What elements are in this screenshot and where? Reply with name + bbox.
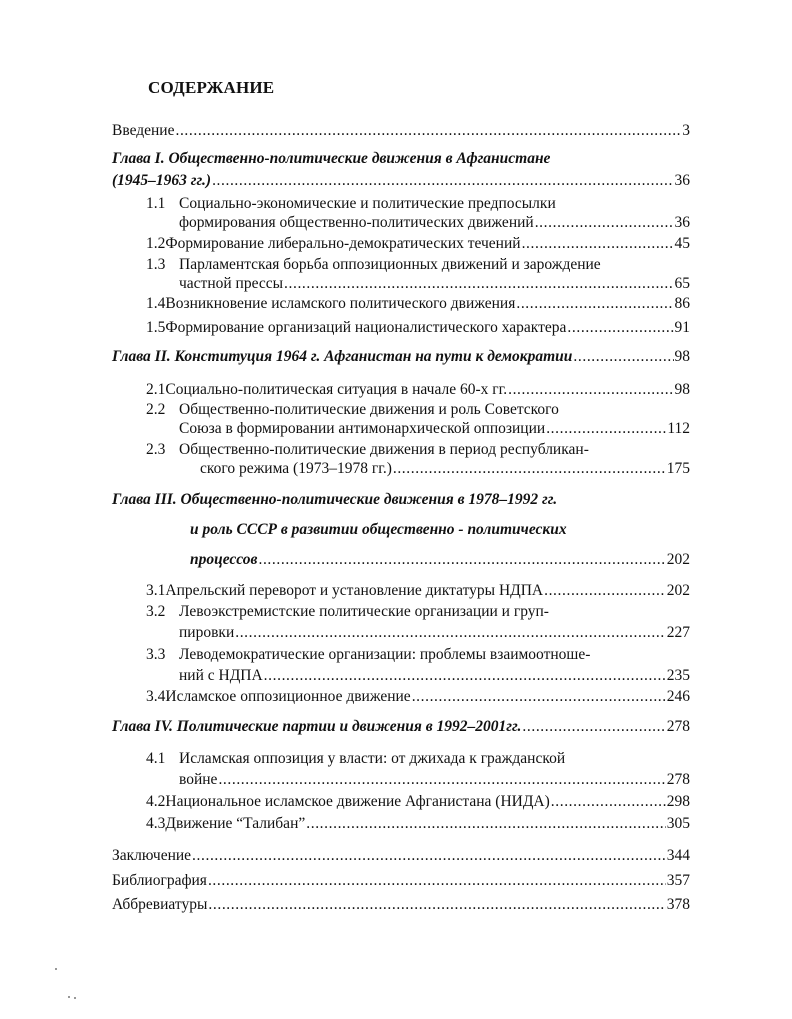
toc-page: 112 <box>667 420 690 437</box>
scan-speck <box>74 997 76 999</box>
toc-page: 278 <box>666 718 690 735</box>
toc-section-3-3 <box>146 645 590 664</box>
section-number: 4.1 <box>146 750 166 767</box>
toc-page: 344 <box>666 847 690 864</box>
leader-dots <box>192 846 666 865</box>
toc-entry-intro <box>112 121 690 140</box>
toc-page: 91 <box>674 319 690 336</box>
leader-dots <box>567 318 673 337</box>
toc-section-3-2 <box>146 602 549 621</box>
toc-section-2-3-cont <box>200 459 690 478</box>
toc-section-1-3 <box>146 255 601 274</box>
toc-page: 202 <box>666 582 690 599</box>
toc-section-1-5 <box>146 318 690 337</box>
toc-label: Исламская оппозиция у власти: от джихада к гражданской <box>179 750 566 767</box>
chapter-1-heading: Глава I. Общественно-политические движения в Афганистане <box>112 150 551 167</box>
scan-speck <box>68 996 70 998</box>
section-number: 3.2 <box>146 603 166 620</box>
section-number: 1.5 <box>146 319 166 336</box>
toc-section-4-1-cont <box>179 770 690 789</box>
leader-dots <box>208 871 666 890</box>
toc-section-1-1-cont <box>179 213 690 232</box>
toc-page: 278 <box>666 771 690 788</box>
toc-label: ний с НДПА <box>179 667 263 684</box>
toc-section-2-1 <box>146 380 690 399</box>
toc-label: Библиография <box>112 872 207 889</box>
section-number: 4.3 <box>146 815 166 832</box>
toc-label: Введение <box>112 122 175 139</box>
chapter-3-heading: Глава III. Общественно-политические движения в 1978–1992 гг. <box>112 491 558 508</box>
toc-page: 235 <box>666 667 690 684</box>
section-number: 1.2 <box>146 235 166 252</box>
leader-dots <box>284 274 673 293</box>
leader-dots <box>258 550 665 569</box>
toc-page: 36 <box>674 214 690 231</box>
section-number: 3.1 <box>146 582 166 599</box>
toc-label: процессов <box>190 551 258 568</box>
toc-page: 305 <box>666 815 690 832</box>
leader-dots <box>508 380 673 399</box>
toc-label: ского режима (1973–1978 гг.) <box>200 460 392 477</box>
toc-page: 45 <box>674 235 690 252</box>
toc-label: Возникновение исламского политического движения <box>165 295 516 312</box>
toc-label: войне <box>179 771 218 788</box>
toc-section-3-4 <box>146 687 690 706</box>
toc-entry-chapter-4 <box>112 717 690 736</box>
section-number: 4.2 <box>146 793 166 810</box>
toc-label: Парламентская борьба оппозиционных движений и зарождение <box>179 256 601 273</box>
leader-dots <box>235 623 666 642</box>
toc-page: 98 <box>674 348 690 365</box>
toc-section-3-1 <box>146 581 690 600</box>
toc-label: формирования общественно-политических движений <box>179 214 534 231</box>
toc-label: Общественно-политические движения и роль Советского <box>179 401 559 418</box>
toc-page: 98 <box>674 381 690 398</box>
leader-dots <box>306 814 666 833</box>
toc-label: Глава II. Конституция 1964 г. Афганистан на пути к демократии <box>112 348 573 365</box>
toc-section-4-2 <box>146 792 690 811</box>
section-number: 2.2 <box>146 401 166 418</box>
toc-page: 298 <box>666 793 690 810</box>
toc-page: 86 <box>674 295 690 312</box>
scan-speck <box>55 968 57 970</box>
leader-dots <box>573 347 673 366</box>
section-number: 3.3 <box>146 646 166 663</box>
toc-page: 202 <box>666 551 690 568</box>
section-number: 1.1 <box>146 195 166 212</box>
leader-dots <box>208 895 665 914</box>
leader-dots <box>264 666 666 685</box>
leader-dots <box>218 770 665 789</box>
toc-page: 227 <box>666 624 690 641</box>
leader-dots <box>544 581 666 600</box>
leader-dots <box>551 792 666 811</box>
toc-label: Заключение <box>112 847 192 864</box>
leader-dots <box>522 717 665 736</box>
toc-entry-chapter-2 <box>112 347 690 366</box>
toc-label: Глава IV. Политические партии и движения в 1992–2001гг. <box>112 718 522 735</box>
toc-section-1-3-cont <box>179 274 690 293</box>
toc-section-2-2 <box>146 400 559 419</box>
toc-label: частной прессы <box>179 275 284 292</box>
toc-page: 3 <box>682 122 690 139</box>
toc-section-1-4 <box>146 294 690 313</box>
toc-label: Апрельский переворот и установление диктатуры НДПА <box>165 582 544 599</box>
toc-label: (1945–1963 гг.) <box>112 172 212 189</box>
toc-label: пировки <box>179 624 235 641</box>
toc-page: 36 <box>674 172 690 189</box>
leader-dots <box>535 213 674 232</box>
leader-dots <box>546 419 666 438</box>
toc-entry-chapter-3 <box>190 550 690 569</box>
toc-label: Формирование либерально-демократических течений <box>165 235 521 252</box>
section-number: 1.4 <box>146 295 166 312</box>
chapter-3-heading-cont: и роль СССР в развитии общественно - политических <box>190 521 567 538</box>
toc-label: Левоэкстремистские политические организации и груп- <box>179 603 549 620</box>
toc-label: Союза в формировании антимонархической оппозиции <box>179 420 546 437</box>
leader-dots <box>175 121 681 140</box>
toc-section-4-1 <box>146 749 565 768</box>
leader-dots <box>522 234 674 253</box>
toc-page: 246 <box>666 688 690 705</box>
toc-label: Исламское оппозиционное движение <box>165 688 411 705</box>
toc-section-4-3 <box>146 814 690 833</box>
toc-entry-abbreviations <box>112 895 690 914</box>
toc-label: Общественно-политические движения в период республикан- <box>179 441 589 458</box>
toc-label: Национальное исламское движение Афганистана (НИДА) <box>165 793 550 810</box>
toc-label: Движение “Талибан” <box>165 815 306 832</box>
toc-section-2-3 <box>146 440 589 459</box>
leader-dots <box>393 459 666 478</box>
toc-entry-bibliography <box>112 871 690 890</box>
toc-label: Социально-политическая ситуация в начале 60-х гг. <box>165 381 508 398</box>
leader-dots <box>212 171 673 190</box>
toc-entry-chapter-1 <box>112 171 690 190</box>
toc-label: Аббревиатуры <box>112 896 208 913</box>
page-title: СОДЕРЖАНИЕ <box>148 78 275 97</box>
toc-section-3-2-cont <box>179 623 690 642</box>
section-number: 3.4 <box>146 688 166 705</box>
toc-page: 175 <box>666 460 690 477</box>
toc-entry-conclusion <box>112 846 690 865</box>
toc-section-1-2 <box>146 234 690 253</box>
toc-page: 65 <box>674 275 690 292</box>
section-number: 1.3 <box>146 256 166 273</box>
toc-label: Социально-экономические и политические предпосылки <box>179 195 556 212</box>
toc-label: Формирование организаций националистического характера <box>165 319 567 336</box>
toc-label: Леводемократические организации: проблемы взаимоотноше- <box>179 646 591 663</box>
section-number: 2.1 <box>146 381 166 398</box>
toc-page: 357 <box>666 872 690 889</box>
toc-section-2-2-cont <box>179 419 690 438</box>
leader-dots <box>412 687 666 706</box>
toc-section-1-1 <box>146 194 556 213</box>
leader-dots <box>516 294 673 313</box>
toc-page: 378 <box>666 896 690 913</box>
toc-section-3-3-cont <box>179 666 690 685</box>
section-number: 2.3 <box>146 441 166 458</box>
